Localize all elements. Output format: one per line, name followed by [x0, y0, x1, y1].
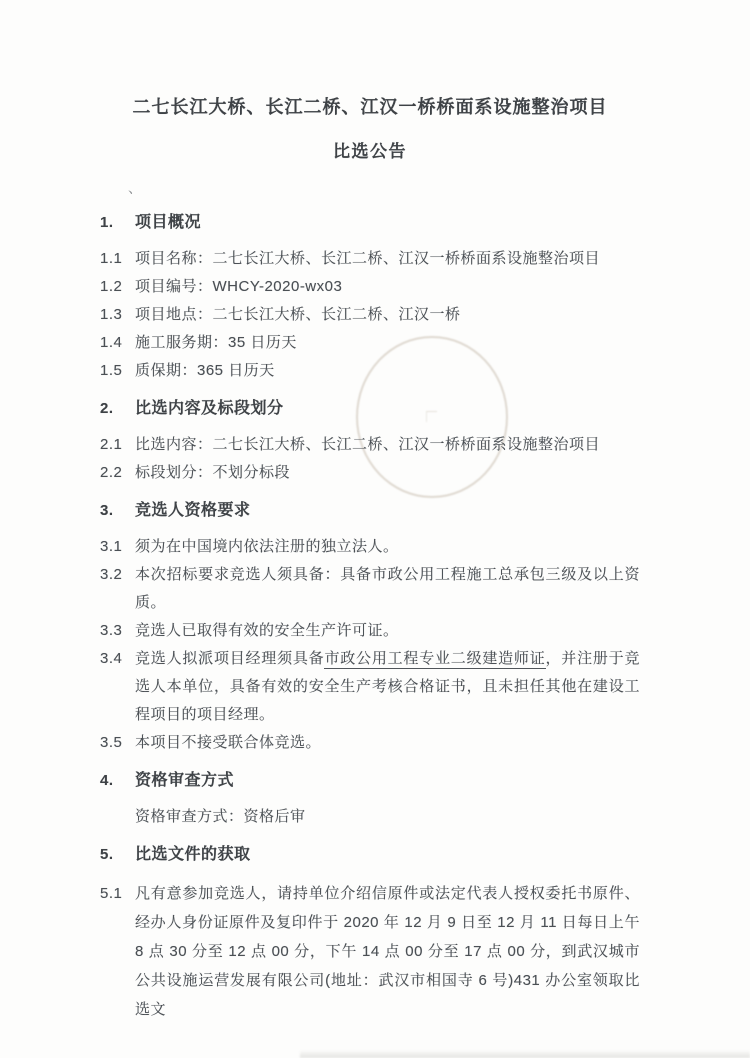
section-1-heading — [100, 209, 640, 237]
section-3-title: 竞选人资格要求 — [135, 502, 251, 519]
section-selection-content — [100, 395, 640, 487]
item-1-3-text: 项目地点：二七长江大桥、长江二桥、江汉一桥 — [135, 306, 461, 323]
item-5-1-text: 凡有意参加竞选人，请持单位介绍信原件或法定代表人授权委托书原件、经办人身份证原件及复印件于 2020 年 12 月 9 日至 12 月 11 日每日上午 8 点 30 分至 12 点 00 分，下午 14 点 00 分至 17 点 00 分，到武汉城市公共设施运营发展有限公司(地址：武汉市相国寺 6 号)431 办公室领取比选文 — [135, 885, 640, 1018]
item-3-5-text: 本项目不接受联合体竞选。 — [135, 734, 322, 751]
section-1-number: 1. — [100, 214, 114, 231]
item-1-4 — [100, 329, 640, 357]
section-4-heading — [100, 767, 640, 795]
item-2-2 — [100, 459, 640, 487]
item-5-1-number: 5.1 — [100, 885, 123, 902]
document-title: 二七长江大桥、长江二桥、江汉一桥桥面系设施整治项目 — [132, 97, 608, 117]
section-document-acquisition — [100, 841, 640, 1024]
item-3-1 — [100, 533, 640, 561]
item-3-5-number: 3.5 — [100, 734, 123, 751]
item-2-1-number: 2.1 — [100, 436, 123, 453]
item-1-3-number: 1.3 — [100, 306, 123, 323]
item-3-2-text: 本次招标要求竞选人须具备：具备市政公用工程施工总承包三级及以上资质。 — [135, 566, 640, 611]
item-1-5-number: 1.5 — [100, 362, 123, 379]
item-1-2 — [100, 273, 640, 301]
section-2-number: 2. — [100, 400, 114, 417]
item-1-2-number: 1.2 — [100, 278, 123, 295]
item-3-4 — [100, 645, 640, 729]
item-3-4-suffix: ，并注册于竞选人本单位，具备有效的安全生产考核合格证书，且未担任其他在建设工程项目的项目经理。 — [135, 650, 640, 723]
item-3-4-number: 3.4 — [100, 650, 123, 667]
item-1-1-text: 项目名称：二七长江大桥、长江二桥、江汉一桥桥面系设施整治项目 — [135, 250, 601, 267]
item-3-5 — [100, 729, 640, 757]
section-2-heading — [100, 395, 640, 423]
item-2-2-text: 标段划分：不划分标段 — [135, 464, 291, 481]
item-3-4-underlined-credential: 市政公用工程专业二级建造师证 — [324, 650, 546, 667]
item-3-4-prefix: 竞选人拟派项目经理须具备 — [135, 650, 325, 667]
document-subtitle: 比选公告 — [333, 142, 407, 161]
section-5-heading — [100, 841, 640, 869]
section-project-overview — [100, 209, 640, 385]
item-3-1-text: 须为在中国境内依法注册的独立法人。 — [135, 538, 399, 555]
item-2-1-text: 比选内容：二七长江大桥、长江二桥、江汉一桥桥面系设施整治项目 — [135, 436, 601, 453]
item-2-2-number: 2.2 — [100, 464, 123, 481]
section-4-number: 4. — [100, 772, 114, 789]
item-1-1 — [100, 245, 640, 273]
item-3-1-number: 3.1 — [100, 538, 123, 555]
item-1-2-text: 项目编号：WHCY-2020-wx03 — [135, 278, 343, 295]
stray-mark: 、 — [128, 180, 142, 196]
item-3-4-text — [135, 645, 640, 729]
section-qualification-requirements — [100, 497, 640, 757]
item-1-3 — [100, 301, 640, 329]
item-1-5-text: 质保期：365 日历天 — [135, 362, 275, 379]
item-3-3 — [100, 617, 640, 645]
qualification-review-method: 资格审查方式：资格后审 — [135, 808, 306, 825]
item-1-1-number: 1.1 — [100, 250, 123, 267]
scan-edge-shadow — [300, 1050, 750, 1058]
document-content — [100, 209, 640, 1024]
section-3-heading — [100, 497, 640, 525]
item-3-3-number: 3.3 — [100, 622, 123, 639]
section-2-title: 比选内容及标段划分 — [135, 400, 284, 417]
item-3-3-text: 竞选人已取得有效的安全生产许可证。 — [135, 622, 399, 639]
section-5-title: 比选文件的获取 — [135, 846, 251, 863]
item-1-4-text: 施工服务期：35 日历天 — [135, 334, 297, 351]
item-2-1 — [100, 431, 640, 459]
section-3-number: 3. — [100, 502, 114, 519]
section-qualification-review — [100, 767, 640, 831]
item-3-2-number: 3.2 — [100, 566, 123, 583]
item-3-2 — [100, 561, 640, 617]
item-1-4-number: 1.4 — [100, 334, 123, 351]
section-4-title: 资格审查方式 — [135, 772, 235, 789]
section-1-title: 项目概况 — [135, 214, 202, 231]
item-1-5 — [100, 357, 640, 385]
section-5-number: 5. — [100, 846, 114, 863]
item-5-1 — [100, 879, 640, 1024]
